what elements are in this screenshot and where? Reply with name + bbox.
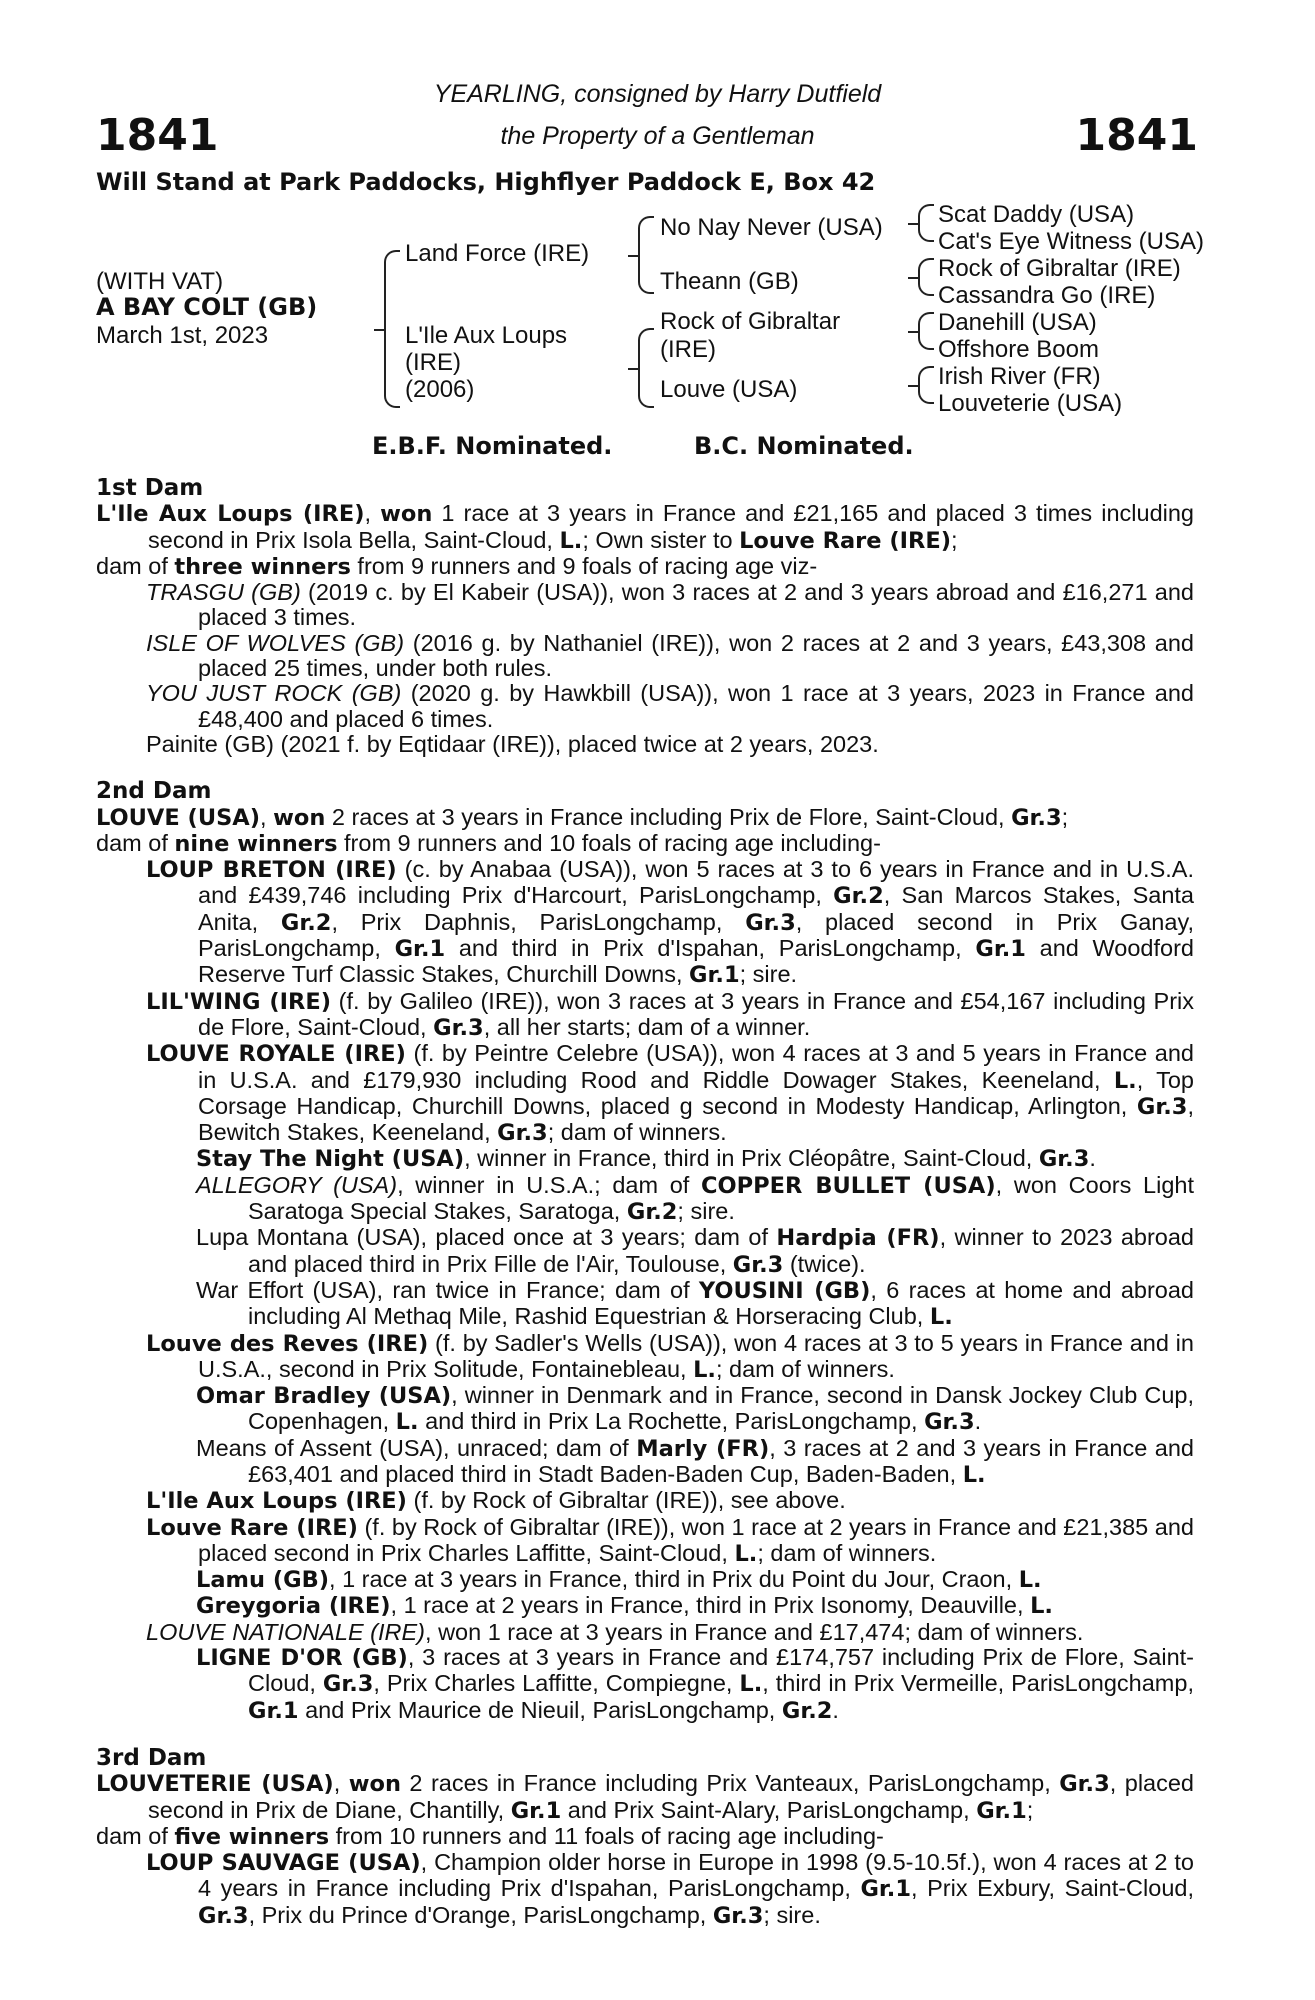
record-paragraph: LOUVE NATIONALE (IRE), won 1 race at 3 years in France and £17,474; dam of winners.: [146, 1618, 1084, 1645]
section-heading: 3rd Dam: [96, 1744, 207, 1771]
pedigree-g4-3: Rock of Gibraltar (IRE): [938, 255, 1181, 282]
record-paragraph: L'Ile Aux Loups (IRE), won 1 race at 3 years in France and £21,165 and placed 3 times including second in Prix Isola Bella, Saint-Cloud, L.; Own sister to Louve Rare (IRE);: [96, 500, 1194, 554]
record-paragraph: dam of nine winners from 9 runners and 10 foals of racing age including-: [96, 829, 881, 857]
pedigree-brace-sire: [638, 216, 654, 294]
record-paragraph: LOUP SAUVAGE (USA), Champion older horse in Europe in 1998 (9.5-10.5f.), won 4 races at 2 to 4 years in France including Prix d'Ispahan, ParisLongchamp, Gr.1, Prix Exbury, Saint-Cloud, Gr.3, Prix du Prince d'Orange, ParisLongchamp, Gr.3; sire.: [146, 1849, 1194, 1929]
record-paragraph: Lamu (GB), 1 race at 3 years in France, third in Prix du Point du Jour, Craon, L.: [196, 1566, 1042, 1594]
pedigree-g4-5: Danehill (USA): [938, 309, 1097, 336]
pedigree-dam-sire-country: (IRE): [660, 336, 716, 363]
pedigree-g4-2: Cat's Eye Witness (USA): [938, 228, 1204, 255]
pedigree-dam-name: L'Ile Aux Loups: [405, 322, 568, 349]
record-paragraph: LIGNE D'OR (GB), 3 races at 3 years in France and £174,757 including Prix de Flore, Saint-Cloud, Gr.3, Prix Charles Laffitte, Compiegne, L., third in Prix Vermeille, ParisLongchamp, Gr.1 and Prix Maurice de Nieuil, ParisLongchamp, Gr.2.: [196, 1644, 1194, 1724]
consignment-line: YEARLING, consigned by Harry Dutfield: [433, 80, 882, 108]
pedigree-brace-g3: [918, 312, 934, 350]
section-heading: 1st Dam: [96, 475, 204, 501]
record-paragraph: Louve des Reves (IRE) (f. by Sadler's Wells (USA)), won 4 races at 3 to 5 years in France and in U.S.A., second in Prix Solitude, Fontainebleau, L.; dam of winners.: [146, 1329, 1194, 1383]
produce-record: [96, 476, 1194, 1929]
pedigree-brace-parents: [384, 250, 400, 408]
pedigree-sire-sire: No Nay Never (USA): [660, 214, 883, 241]
record-paragraph: Means of Assent (USA), unraced; dam of Marly (FR), 3 races at 2 and 3 years in France and £63,401 and placed third in Stadt Baden-Baden Cup, Baden-Baden, L.: [196, 1434, 1194, 1488]
record-paragraph: dam of five winners from 10 runners and 11 foals of racing age including-: [96, 1822, 884, 1850]
pedigree-dam-country: (IRE): [405, 349, 461, 376]
record-paragraph: L'Ile Aux Loups (IRE) (f. by Rock of Gibraltar (IRE)), see above.: [146, 1487, 846, 1515]
record-paragraph: LOUVE ROYALE (IRE) (f. by Peintre Celebre (USA)), won 4 races at 3 and 5 years in France and in U.S.A. and £179,930 including Rood and Riddle Dowager Stakes, Keeneland, L., Top Corsage Handicap, Churchill Downs, placed g second in Modesty Handicap, Arlington, Gr.3, Bewitch Stakes, Keeneland, Gr.3; dam of winners.: [146, 1040, 1194, 1147]
lot-number-right: 1841: [1075, 110, 1198, 161]
record-paragraph: ALLEGORY (USA), winner in U.S.A.; dam of COPPER BULLET (USA), won Coors Light Saratoga Special Stakes, Saratoga, Gr.2; sire.: [196, 1171, 1194, 1226]
record-paragraph: LOUVE (USA), won 2 races at 3 years in France including Prix de Flore, Saint-Cloud, Gr.3;: [96, 803, 1069, 831]
record-paragraph: LOUVETERIE (USA), won 2 races in France including Prix Vanteaux, ParisLongchamp, Gr.3, placed second in Prix de Diane, Chantilly, Gr.1 and Prix Saint-Alary, ParisLongchamp, Gr.1;: [96, 1770, 1194, 1824]
pedigree-g4-7: Irish River (FR): [938, 363, 1101, 390]
pedigree-g4-1: Scat Daddy (USA): [938, 201, 1135, 228]
record-paragraph: Stay The Night (USA), winner in France, third in Prix Cléopâtre, Saint-Cloud, Gr.3.: [196, 1145, 1096, 1173]
record-paragraph: War Effort (USA), ran twice in France; dam of YOUSINI (GB), 6 races at home and abroad including Al Methaq Mile, Rashid Equestrian & Horseracing Club, L.: [196, 1276, 1194, 1331]
ebf-nomination: E.B.F. Nominated.: [372, 432, 613, 460]
pedigree-brace-g2: [918, 258, 934, 296]
pedigree-sire: Land Force (IRE): [405, 240, 590, 267]
pedigree-g4-6: Offshore Boom: [938, 336, 1099, 363]
record-paragraph: TRASGU (GB) (2019 c. by El Kabeir (USA)), won 3 races at 2 and 3 years abroad and £16,271 and placed 3 times.: [146, 579, 1194, 631]
pedigree-g4-4: Cassandra Go (IRE): [938, 282, 1156, 309]
pedigree-brace-dam: [638, 328, 654, 408]
pedigree-dam-year: (2006): [405, 376, 475, 403]
stand-location: Will Stand at Park Paddocks, Highflyer Paddock E, Box 42: [96, 168, 876, 196]
record-paragraph: Louve Rare (IRE) (f. by Rock of Gibraltar (IRE)), won 1 race at 2 years in France and £21,385 and placed second in Prix Charles Laffitte, Saint-Cloud, L.; dam of winners.: [146, 1513, 1194, 1567]
record-paragraph: dam of three winners from 9 runners and 9 foals of racing age viz-: [96, 552, 818, 580]
record-paragraph: LIL'WING (IRE) (f. by Galileo (IRE)), won 3 races at 3 years in France and £54,167 including Prix de Flore, Saint-Cloud, Gr.3, all her starts; dam of a winner.: [146, 987, 1195, 1041]
vat-note: (WITH VAT): [96, 268, 224, 295]
bc-nomination: B.C. Nominated.: [694, 432, 914, 460]
pedigree-brace-g4: [918, 366, 934, 404]
record-paragraph: Lupa Montana (USA), placed once at 3 years; dam of Hardpia (FR), winner to 2023 abroad and placed third in Prix Fille de l'Air, Toulouse, Gr.3 (twice).: [196, 1224, 1194, 1278]
record-paragraph: Omar Bradley (USA), winner in Denmark and in France, second in Dansk Jockey Club Cup, Copenhagen, L. and third in Prix La Rochette, ParisLongchamp, Gr.3.: [196, 1382, 1194, 1436]
pedigree-dam-dam: Louve (USA): [660, 376, 798, 403]
pedigree-g4-8: Louveterie (USA): [938, 390, 1123, 417]
section-heading: 2nd Dam: [96, 778, 212, 805]
pedigree-dam-sire-name: Rock of Gibraltar: [660, 308, 841, 335]
lot-number-left: 1841: [96, 110, 219, 161]
record-paragraph: Painite (GB) (2021 f. by Eqtidaar (IRE)), placed twice at 2 years, 2023.: [146, 730, 879, 757]
horse-description: A BAY COLT (GB): [96, 293, 318, 321]
record-paragraph: ISLE OF WOLVES (GB) (2016 g. by Nathaniel (IRE)), won 2 races at 2 and 3 years, £43,308 and placed 25 times, under both rules.: [146, 629, 1194, 682]
pedigree-sire-dam: Theann (GB): [660, 268, 799, 295]
property-line: the Property of a Gentleman: [500, 122, 815, 150]
foaling-date: March 1st, 2023: [96, 322, 269, 349]
record-paragraph: YOU JUST ROCK (GB) (2020 g. by Hawkbill (USA)), won 1 race at 3 years, 2023 in France and £48,400 and placed 6 times.: [146, 680, 1194, 732]
record-paragraph: Greygoria (IRE), 1 race at 2 years in France, third in Prix Isonomy, Deauville, L.: [196, 1592, 1053, 1620]
pedigree-brace-g1: [918, 204, 934, 242]
record-paragraph: LOUP BRETON (IRE) (c. by Anabaa (USA)), won 5 races at 3 to 6 years in France and in U.S.A. and £439,746 including Prix d'Harcourt, ParisLongchamp, Gr.2, San Marcos Stakes, Santa Anita, Gr.2, Prix Daphnis, ParisLongchamp, Gr.3, placed second in Prix Ganay, ParisLongchamp, Gr.1 and third in Prix d'Ispahan, ParisLongchamp, Gr.1 and Woodford Reserve Turf Classic Stakes, Churchill Downs, Gr.1; sire.: [146, 856, 1194, 989]
